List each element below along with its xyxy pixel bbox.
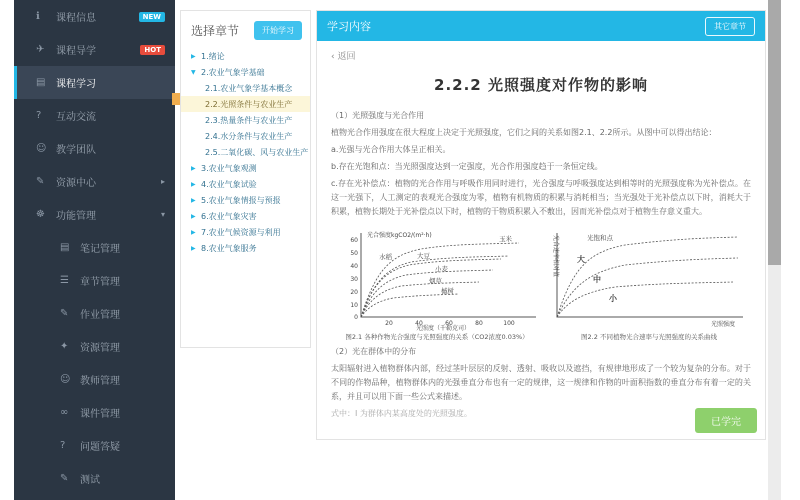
question-icon: ? — [36, 110, 42, 121]
sidebar-item-label: 教学团队 — [56, 145, 96, 156]
tree-item-2-3[interactable] — [181, 112, 310, 128]
tree-item-7[interactable] — [181, 224, 310, 240]
back-link[interactable] — [331, 49, 751, 62]
question-icon: ? — [60, 440, 66, 451]
tree-item-2-1[interactable] — [181, 80, 310, 96]
sidebar-item-function-management[interactable] — [14, 198, 175, 231]
sidebar-item-label: 课程学习 — [56, 79, 96, 90]
paragraph-2: 太阳辐射进入植物群体内部，经过茎叶层层的反射、透射、吸收以及遮挡，有规律地形成了一个较为复杂的分布。对于不同的作物品种，植物群体内的光强垂直分布也有一定的规律，这一规律和作物的叶面积指数的垂直分布有着一定的关系，并且可以用下面一些公式来描述。 — [331, 364, 751, 401]
svg-text:烟草: 烟草 — [429, 277, 442, 285]
tree-item-label: 2.3.热量条件与农业生产 — [205, 115, 293, 125]
tree-item-6[interactable] — [181, 208, 310, 224]
sidebar-item-teaching-team[interactable] — [14, 132, 175, 165]
learning-content-card — [316, 10, 766, 440]
svg-text:光照强度: 光照强度 — [711, 321, 736, 328]
sidebar-item-label: 测试 — [80, 475, 100, 486]
svg-text:100: 100 — [503, 320, 515, 327]
tree-item-2-5[interactable] — [181, 144, 310, 160]
sidebar-subitem-test[interactable] — [14, 462, 175, 495]
svg-text:光合强度kgCO2/(m²·h): 光合强度kgCO2/(m²·h) — [367, 232, 432, 239]
figure-2-1 — [331, 227, 543, 341]
tree-item-label: 8.农业气象服务 — [201, 243, 257, 253]
svg-text:60: 60 — [350, 237, 358, 244]
users-icon: ☺ — [36, 143, 47, 154]
paragraph: 植物光合作用强度在很大程度上决定于光照强度，它们之间的关系如图2.1、2.2所示。从图中可以得出结论： — [331, 128, 717, 137]
tree-arrow-icon[interactable]: ▶ — [191, 228, 196, 236]
book-icon: ▤ — [36, 77, 46, 88]
sidebar-subitem-qa[interactable] — [14, 429, 175, 462]
tree-item-2-4[interactable] — [181, 128, 310, 144]
tree-item-label: 3.农业气象观测 — [201, 163, 257, 173]
chevron-down-icon: ▾ — [160, 210, 165, 219]
sidebar-subitem-homework-management[interactable] — [14, 297, 175, 330]
svg-text:0: 0 — [354, 314, 358, 321]
tree-item-label: 2.5.二氧化碳、风与农业生产 — [205, 147, 309, 157]
sidebar-item-label: 问题答疑 — [80, 442, 120, 453]
tree-arrow-icon[interactable]: ▶ — [191, 212, 196, 220]
hot-badge: HOT — [140, 45, 165, 55]
sidebar-item-course-info[interactable] — [14, 0, 175, 33]
sidebar-item-course-learning[interactable] — [14, 66, 175, 99]
selected-chapter-handle[interactable] — [172, 93, 180, 105]
tree-arrow-icon[interactable]: ▶ — [191, 52, 196, 60]
figures-row — [331, 227, 751, 341]
users-icon: ☺ — [60, 374, 71, 385]
finished-learning-button[interactable]: 已学完 — [695, 408, 757, 433]
wand-icon: ✎ — [36, 176, 45, 187]
sidebar-item-label: 资源管理 — [80, 343, 120, 354]
sitemap-icon: ☰ — [60, 275, 69, 286]
tree-arrow-icon[interactable]: ▶ — [191, 244, 196, 252]
tree-arrow-icon[interactable]: ▼ — [191, 68, 196, 76]
tree-item-4[interactable] — [181, 176, 310, 192]
tree-item-label: 2.农业气象学基础 — [201, 67, 265, 77]
page-scrollbar-thumb[interactable] — [768, 0, 781, 265]
tree-item-label: 1.绪论 — [201, 51, 225, 61]
tree-item-2[interactable] — [181, 64, 310, 80]
sidebar-subitem-teacher-management[interactable] — [14, 363, 175, 396]
test-icon: ✎ — [60, 473, 69, 484]
back-arrow-icon: ‹ — [331, 52, 335, 62]
tree-arrow-icon[interactable]: ▶ — [191, 180, 196, 188]
svg-text:玉米: 玉米 — [499, 235, 512, 243]
tree-item-5[interactable] — [181, 192, 310, 208]
page-scrollbar-track[interactable] — [768, 0, 781, 500]
paragraph-a: a.光强与光合作用大体呈正相关。 — [331, 145, 451, 154]
tree-arrow-icon[interactable]: ▶ — [191, 164, 196, 172]
paragraph-c: c.存在光补偿点：植物的光合作用与呼吸作用同时进行，光合强度与呼吸强度达到相等时的光照强度称为光补偿点。在这一光强下，人工测定的表观光合强度为零，植物有机物质的积累与消耗相当；当光强处于光补偿点以下时，消耗大于积累，植物长期处于光补偿点以下时，植物的干物质积累入不敷出，因而光补偿点对于植物生存意义重大。 — [331, 179, 751, 216]
svg-text:40: 40 — [350, 263, 358, 270]
photosynthesis-vs-light-chart — [331, 227, 543, 331]
sidebar-item-label: 作业管理 — [80, 310, 120, 321]
sidebar-item-label: 功能管理 — [56, 211, 96, 222]
chapter-panel-title: 选择章节 — [191, 24, 240, 38]
svg-text:水稻: 水稻 — [379, 253, 392, 261]
svg-text:30: 30 — [350, 276, 358, 283]
sidebar-item-label: 课程信息 — [56, 13, 96, 24]
sidebar-item-label: 笔记管理 — [80, 244, 120, 255]
sidebar-item-course-guide[interactable] — [14, 33, 175, 66]
chevron-right-icon: ▸ — [160, 177, 165, 186]
sidebar-subitem-resource-management[interactable] — [14, 330, 175, 363]
tree-arrow-icon[interactable]: ▶ — [191, 196, 196, 204]
svg-text:槭树: 槭树 — [441, 287, 454, 295]
figure-2-1-caption: 图2.1 各种作物光合强度与光照强度的关系（CO2浓度0.03%） — [345, 333, 529, 341]
figure-2-2 — [543, 227, 755, 341]
gears-icon: ☸ — [36, 209, 45, 220]
svg-text:小: 小 — [609, 294, 617, 303]
wand-icon: ✦ — [60, 341, 69, 352]
chapter-panel — [180, 10, 311, 348]
svg-text:60: 60 — [445, 320, 453, 327]
relative-photosynthesis-chart — [543, 227, 755, 331]
tree-item-1[interactable] — [181, 48, 310, 64]
content-header — [317, 11, 765, 41]
link-icon: ∞ — [60, 407, 69, 418]
new-badge: NEW — [139, 12, 165, 22]
tree-item-label: 7.农业气候资源与利用 — [201, 227, 281, 237]
tree-item-label: 4.农业气象试验 — [201, 179, 257, 189]
figure-2-2-caption: 图2.2 不同植物光合速率与光照强度的关系曲线 — [581, 333, 717, 341]
sidebar-item-label: 课程导学 — [56, 46, 96, 57]
notes-icon: ▤ — [60, 242, 70, 253]
tree-item-3[interactable] — [181, 160, 310, 176]
sidebar-item-interaction[interactable] — [14, 99, 175, 132]
sidebar-item-resource-center[interactable] — [14, 165, 175, 198]
svg-text:50: 50 — [350, 250, 358, 257]
svg-text:小麦: 小麦 — [435, 265, 448, 273]
sidebar — [14, 0, 175, 500]
sidebar-item-label: 章节管理 — [80, 277, 120, 288]
svg-text:光饱和点: 光饱和点 — [587, 234, 613, 242]
sidebar-item-label: 资源中心 — [56, 178, 96, 189]
svg-text:大豆: 大豆 — [417, 252, 430, 260]
tree-item-label: 2.2.光照条件与农业生产 — [205, 99, 293, 109]
tree-item-2-2-selected[interactable] — [181, 96, 310, 112]
tree-item-label: 2.4.水分条件与农业生产 — [205, 131, 293, 141]
svg-text:20: 20 — [350, 289, 358, 296]
edit-icon: ✎ — [60, 308, 69, 319]
section-heading-2: （2）光在群体中的分布 — [331, 347, 417, 356]
other-chapters-button[interactable]: 其它章节 — [705, 17, 755, 36]
paragraph-formula: 式中：I 为群体内某高度处的光照强度。 — [331, 409, 472, 418]
info-icon: ℹ — [36, 11, 40, 22]
sidebar-subitem-notes-management[interactable] — [14, 231, 175, 264]
back-label: 返回 — [337, 52, 356, 62]
start-learning-button[interactable]: 开始学习 — [254, 21, 302, 40]
svg-text:20: 20 — [385, 320, 393, 327]
sidebar-subitem-courseware-management[interactable] — [14, 396, 175, 429]
paragraph-b: b.存在光饱和点：当光照强度达到一定强度，光合作用强度趋于一条恒定线。 — [331, 162, 603, 171]
svg-text:光照度（千勒克司）: 光照度（千勒克司） — [415, 325, 471, 331]
sidebar-item-label: 互动交流 — [56, 112, 96, 123]
sidebar-subitem-chapter-management[interactable] — [14, 264, 175, 297]
tree-item-label: 5.农业气象情报与预报 — [201, 195, 281, 205]
content-header-title: 学习内容 — [327, 20, 371, 33]
tree-item-label: 2.1.农业气象学基本概念 — [205, 83, 293, 93]
svg-text:中: 中 — [593, 275, 601, 284]
page-title: 2.2.2 光照强度对作物的影响 — [434, 76, 648, 94]
tree-item-8[interactable] — [181, 240, 310, 256]
paper-plane-icon: ✈ — [36, 44, 45, 55]
svg-text:80: 80 — [475, 320, 483, 327]
svg-text:光合速率相对值: 光合速率相对值 — [552, 235, 559, 278]
section-heading-1: （1）光照强度与光合作用 — [331, 111, 425, 120]
sidebar-item-label: 教师管理 — [80, 376, 120, 387]
tree-item-label: 6.农业气象灾害 — [201, 211, 257, 221]
svg-text:40: 40 — [415, 320, 423, 327]
svg-text:10: 10 — [350, 302, 358, 309]
sidebar-item-label: 课件管理 — [80, 409, 120, 420]
svg-text:大: 大 — [577, 255, 585, 264]
